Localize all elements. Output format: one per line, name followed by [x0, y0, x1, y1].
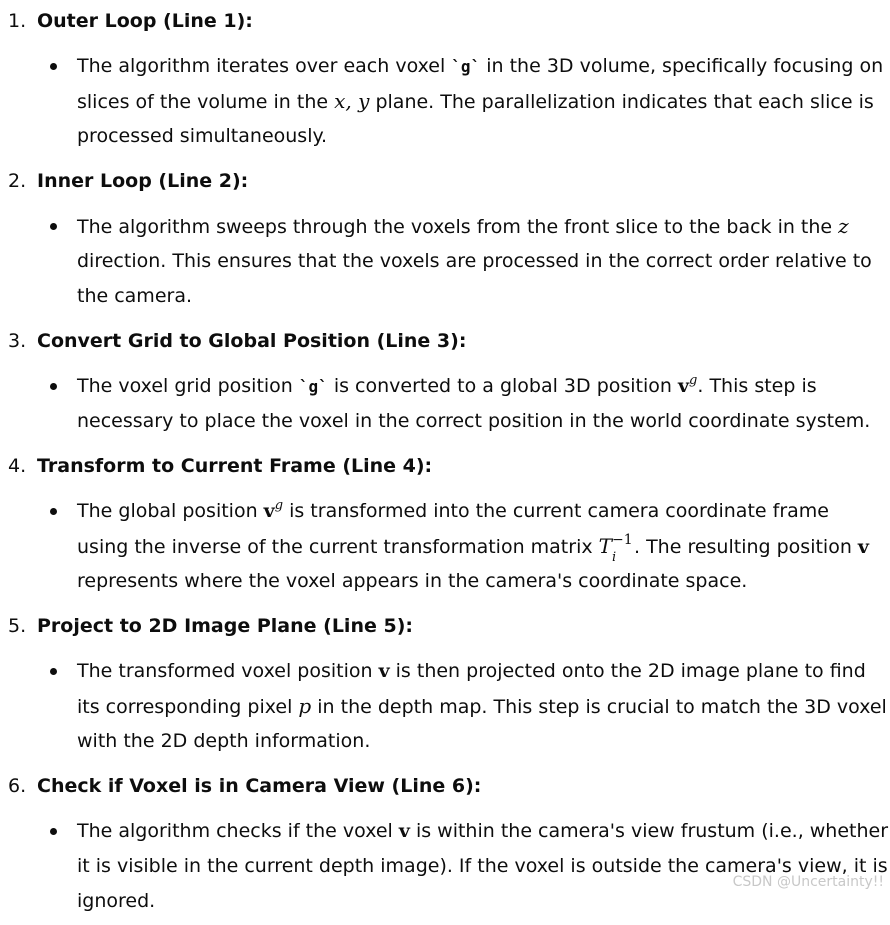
text-run: it is visible in the current depth image). If the voxel is outside the camera's view, it is — [77, 855, 888, 877]
step-text-line — [77, 656, 866, 686]
text-run: is then projected onto the 2D image plane to find — [389, 660, 866, 682]
step-text-line — [77, 211, 849, 241]
bullet-dot-icon — [50, 223, 57, 230]
text-run: The algorithm checks if the voxel — [77, 820, 399, 842]
step-text-line — [77, 726, 370, 756]
math-vector: v — [378, 660, 390, 682]
step-text-line — [77, 86, 874, 116]
step-heading — [8, 771, 481, 801]
text-run: The algorithm sweeps through the voxels from the front slice to the back in the — [77, 216, 839, 238]
step-heading — [8, 6, 253, 36]
step-title: Project to 2D Image Plane (Line 5): — [37, 615, 413, 637]
text-run: in the depth map. This step is crucial to match the 3D voxel — [311, 696, 887, 718]
text-run: plane. The parallelization indicates that each slice is — [369, 91, 874, 113]
step-text-line — [77, 406, 870, 436]
inline-code: `g` — [298, 377, 328, 396]
step-text-line — [77, 531, 869, 565]
text-run: in the 3D volume, specifically focusing on — [480, 55, 884, 77]
step-title: Convert Grid to Global Position (Line 3): — [37, 330, 467, 352]
step-text-line — [77, 886, 155, 916]
step-number: 1. — [8, 10, 27, 32]
step-number: 3. — [8, 330, 27, 352]
math-vector: v — [678, 375, 690, 397]
text-run: slices of the volume in the — [77, 91, 335, 113]
step-text-line — [77, 566, 747, 596]
step-heading — [8, 326, 466, 356]
text-run: with the 2D depth information. — [77, 730, 371, 752]
math-subscript: i — [611, 550, 617, 565]
step-number: 5. — [8, 615, 27, 637]
step-heading — [8, 611, 413, 641]
step-title: Inner Loop (Line 2): — [37, 170, 249, 192]
step-text-line — [77, 246, 872, 276]
math-variable: p — [298, 694, 312, 718]
text-run: direction. This ensures that the voxels are processed in the correct order relative to — [77, 250, 872, 272]
text-run: The voxel grid position — [77, 375, 299, 397]
math-expression: x, y — [334, 89, 370, 113]
text-run: . This step is — [697, 375, 817, 397]
math-vector: v — [263, 500, 275, 522]
step-number: 2. — [8, 170, 27, 192]
step-title: Outer Loop (Line 1): — [37, 10, 253, 32]
step-text-line — [77, 371, 817, 401]
bullet-dot-icon — [50, 383, 57, 390]
text-run: its corresponding pixel — [77, 696, 299, 718]
text-run: The algorithm iterates over each voxel — [77, 55, 452, 77]
text-run: is transformed into the current camera coordinate frame — [283, 500, 829, 522]
step-title: Check if Voxel is in Camera View (Line 6): — [37, 775, 482, 797]
step-text-line — [77, 281, 192, 311]
math-superscript: g — [689, 373, 698, 388]
step-text-line — [77, 121, 327, 151]
math-matrix: T — [598, 534, 612, 558]
step-text-line — [77, 51, 883, 81]
math-script — [611, 531, 634, 565]
step-number: 4. — [8, 455, 27, 477]
text-run: represents where the voxel appears in the camera's coordinate space. — [77, 570, 748, 592]
text-run: processed simultaneously. — [77, 125, 328, 147]
step-text-line — [77, 816, 888, 846]
math-vector: v — [857, 536, 869, 558]
text-run: the camera. — [77, 285, 193, 307]
watermark: CSDN @Uncertainty!! — [732, 874, 884, 890]
math-expression: z — [838, 214, 849, 238]
step-title: Transform to Current Frame (Line 4): — [37, 455, 433, 477]
bullet-dot-icon — [50, 668, 57, 675]
math-superscript: g — [274, 498, 284, 513]
step-heading — [8, 451, 432, 481]
inline-code: `g` — [451, 57, 481, 76]
text-run: using the inverse of the current transformation matrix — [77, 536, 599, 558]
math-vector: v — [398, 820, 410, 842]
text-run: is converted to a global 3D position — [327, 375, 678, 397]
bullet-dot-icon — [50, 828, 57, 835]
bullet-dot-icon — [50, 63, 57, 70]
bullet-dot-icon — [50, 508, 57, 515]
text-run: The transformed voxel position — [77, 660, 379, 682]
text-run: necessary to place the voxel in the correct position in the world coordinate system. — [77, 410, 871, 432]
step-number: 6. — [8, 775, 27, 797]
step-heading — [8, 166, 248, 196]
step-text-line — [77, 691, 887, 721]
text-run: ignored. — [77, 890, 156, 912]
step-text-line — [77, 496, 829, 526]
text-run: . The resulting position — [633, 536, 858, 558]
text-run: The global position — [77, 500, 264, 522]
text-run: is within the camera's view frustum (i.e., whether — [409, 820, 889, 842]
math-superscript: −1 — [611, 532, 633, 548]
